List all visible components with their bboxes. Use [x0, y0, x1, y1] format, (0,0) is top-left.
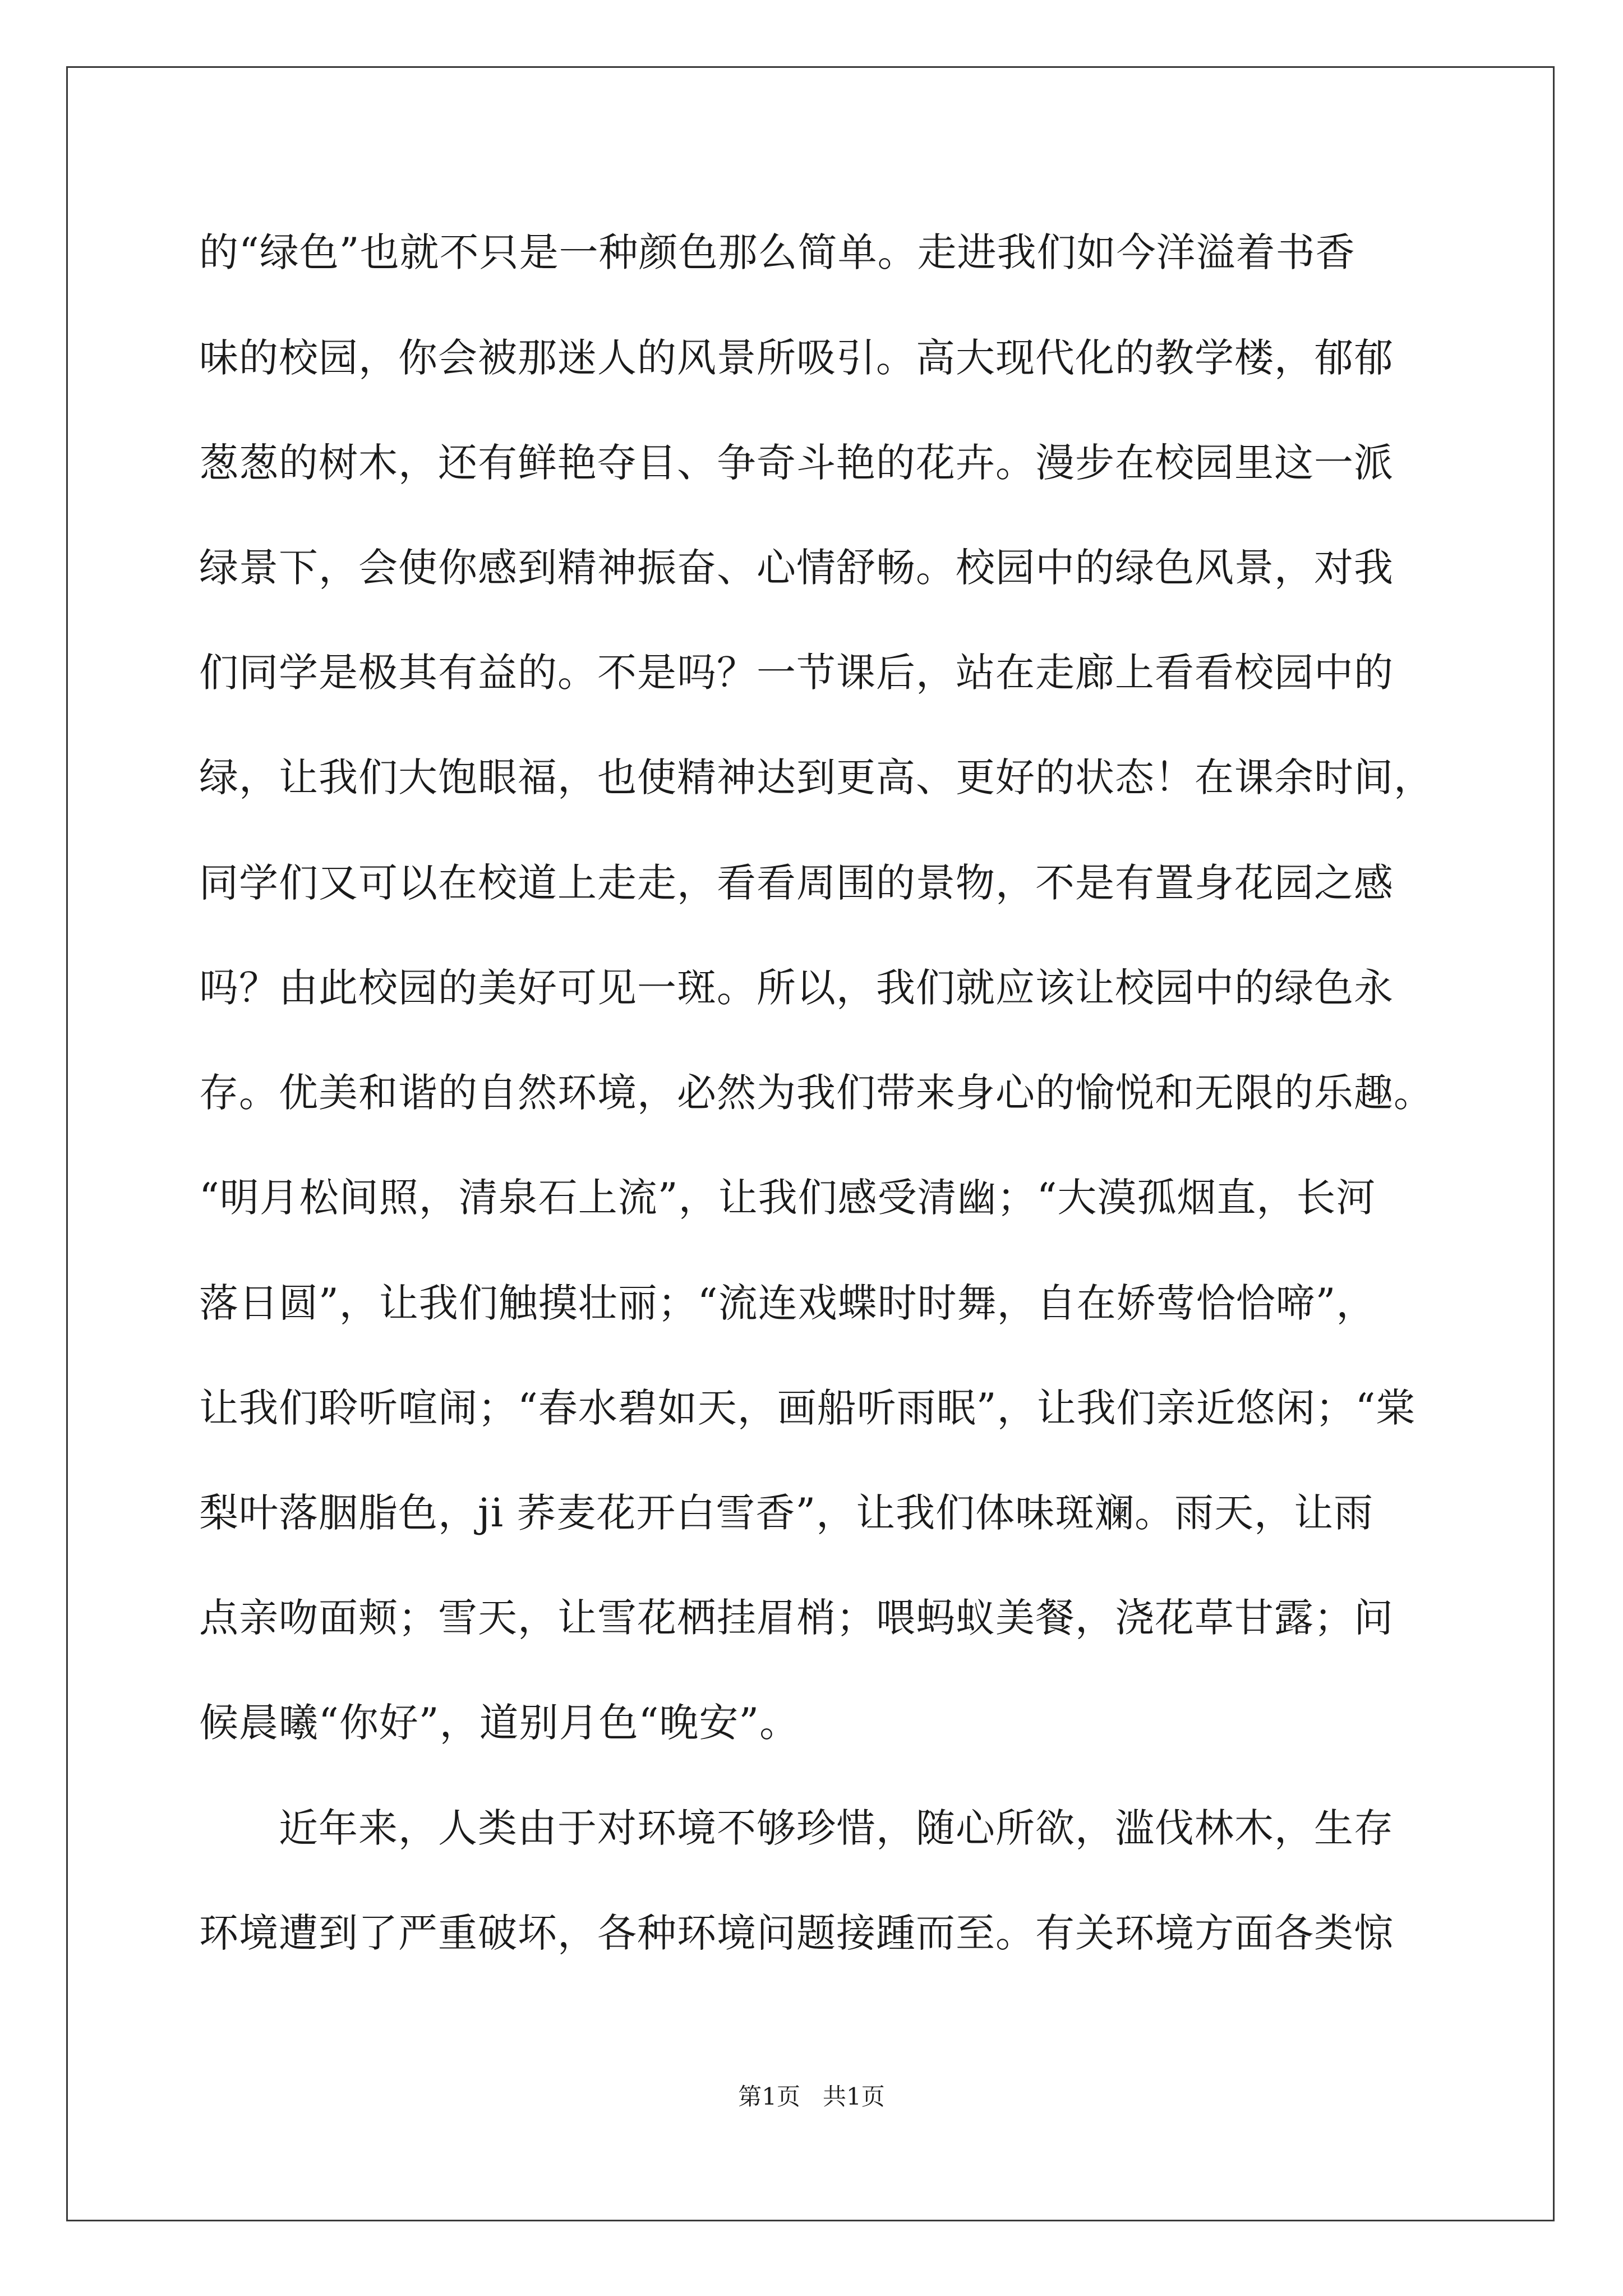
text-line: 存。优美和谐的自然环境，必然为我们带来身心的愉悦和无限的乐趣。: [199, 1070, 1433, 1116]
text-line: 绿，让我们大饱眼福，也使精神达到更高、更好的状态！在课余时间，: [199, 754, 1433, 800]
text-line: 的“绿色”也就不只是一种颜色那么简单。走进我们如今洋溢着书香: [199, 229, 1355, 275]
text-line: 让我们聆听喧闹；“春水碧如天，画船听雨眠”，让我们亲近悠闲；“棠: [199, 1385, 1416, 1431]
text-line: 落日圆”，让我们触摸壮丽；“流连戏蝶时时舞，自在娇莺恰恰啼”，: [199, 1280, 1376, 1326]
text-line: “明月松间照，清泉石上流”，让我们感受清幽；“大漠孤烟直，长河: [199, 1175, 1376, 1221]
paragraph-start-line: 近年来，人类由于对环境不够珍惜，随心所欲，滥伐林木，生存: [279, 1805, 1394, 1851]
text-line: 候晨曦“你好”，道别月色“晚安”。: [199, 1700, 800, 1746]
text-line: 味的校园，你会被那迷人的风景所吸引。高大现代化的教学楼，郁郁: [199, 335, 1394, 381]
text-line: 们同学是极其有益的。不是吗？一节课后，站在走廊上看看校园中的: [199, 650, 1394, 696]
page-border: [66, 66, 1555, 2221]
text-line: 同学们又可以在校道上走走，看看周围的景物，不是有置身花园之感: [199, 860, 1394, 906]
page-number-footer: 第1页 共1页: [738, 2083, 885, 2110]
text-line: 吗？由此校园的美好可见一斑。所以，我们就应该让校园中的绿色永: [199, 965, 1394, 1011]
text-line: 环境遭到了严重破坏，各种环境问题接踵而至。有关环境方面各类惊: [199, 1910, 1394, 1956]
text-line: 梨叶落胭脂色，ji 荞麦花开白雪香”，让我们体味斑斓。雨天，让雨: [199, 1490, 1374, 1536]
text-line: 绿景下，会使你感到精神振奋、心情舒畅。校园中的绿色风景，对我: [199, 545, 1394, 591]
text-line: 葱葱的树木，还有鲜艳夺目、争奇斗艳的花卉。漫步在校园里这一派: [199, 440, 1394, 486]
text-line: 点亲吻面颊；雪天，让雪花栖挂眉梢；喂蚂蚁美餐，浇花草甘露；问: [199, 1595, 1394, 1641]
